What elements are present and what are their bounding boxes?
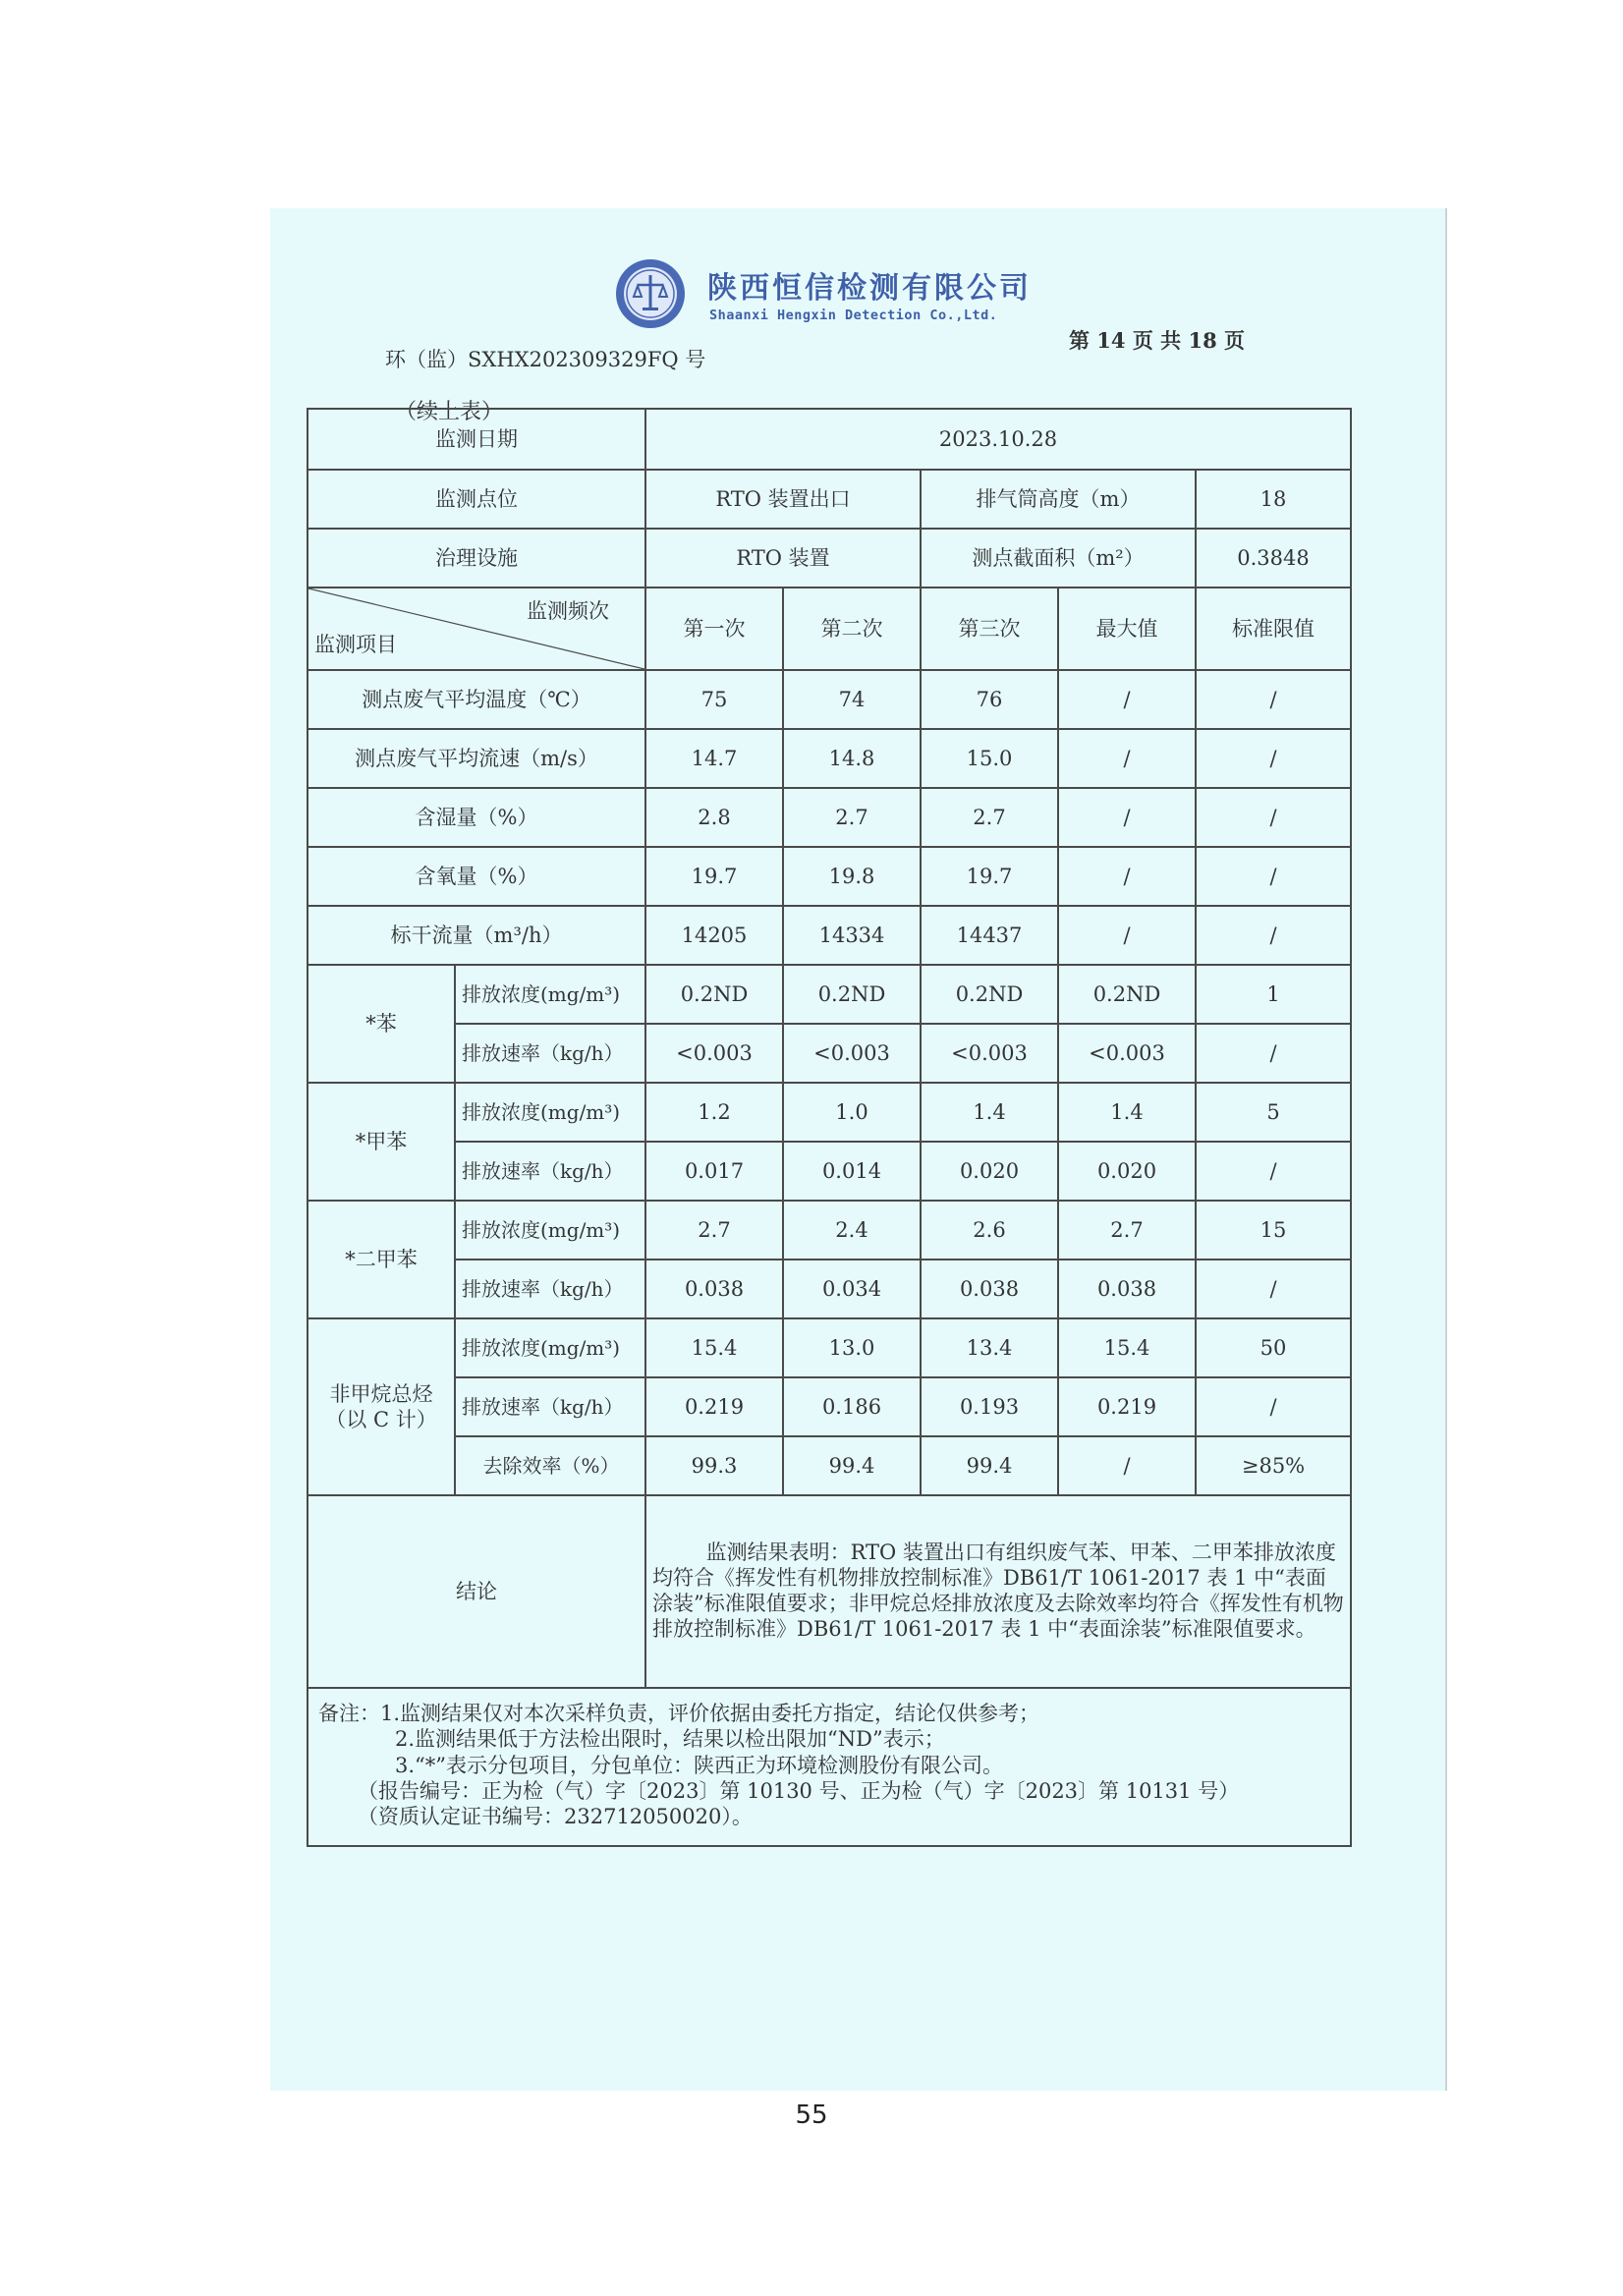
note-line-5: （资质认定证书编号：232712050020）。: [358, 1805, 753, 1828]
cell: /: [1058, 1436, 1196, 1495]
cell: 15.0: [921, 729, 1058, 788]
cell: 14334: [783, 906, 921, 965]
table-row: [308, 1260, 1351, 1318]
cell: 1.4: [1058, 1083, 1196, 1142]
group-label-benzene: *苯: [308, 965, 455, 1083]
cell: /: [1058, 906, 1196, 965]
sub-row-label: 排放浓度(mg/m³): [455, 965, 645, 1024]
cell: 14437: [921, 906, 1058, 965]
sub-row-label: 去除效率（%）: [455, 1436, 645, 1495]
group-name: 非甲烷总烃: [329, 1381, 433, 1406]
row-label: 含湿量（%）: [308, 788, 645, 847]
cell: 0.2ND: [645, 965, 783, 1024]
cell: 15.4: [645, 1318, 783, 1377]
corner-frequency-label: 监测频次: [527, 599, 609, 623]
col-header: 标准限值: [1196, 588, 1351, 670]
cell: 15.4: [1058, 1318, 1196, 1377]
report-number: 环（监）SXHX202309329FQ 号: [385, 348, 706, 371]
cell: 2.7: [645, 1201, 783, 1260]
cell: 14205: [645, 906, 783, 965]
cell: <0.003: [1058, 1024, 1196, 1083]
cell: 76: [921, 670, 1058, 729]
table-row: [308, 1201, 1351, 1260]
notes-cell: [308, 1688, 1351, 1846]
table-row: [308, 965, 1351, 1024]
cell: 0.020: [1058, 1142, 1196, 1201]
cell: 1.2: [645, 1083, 783, 1142]
cell: /: [1196, 847, 1351, 906]
table-row: [308, 1083, 1351, 1142]
continued-label: （续上表）: [395, 400, 504, 424]
col-header: 第三次: [921, 588, 1058, 670]
table-row: [308, 1377, 1351, 1436]
cell: 75: [645, 670, 783, 729]
table-row: [308, 729, 1351, 788]
cell: 99.3: [645, 1436, 783, 1495]
note-line-3: 3.“*”表示分包项目，分包单位：陕西正为环境检测股份有限公司。: [395, 1753, 1004, 1777]
col-header: 第一次: [645, 588, 783, 670]
cell: 1: [1196, 965, 1351, 1024]
cell: 0.193: [921, 1377, 1058, 1436]
cell: /: [1196, 670, 1351, 729]
table-row: [308, 788, 1351, 847]
cell: 2.4: [783, 1201, 921, 1260]
cell: 19.7: [921, 847, 1058, 906]
cell: <0.003: [645, 1024, 783, 1083]
group-label-nmhc: [308, 1318, 455, 1495]
cell: /: [1058, 729, 1196, 788]
page-number: 55: [795, 2100, 828, 2130]
corner-item-label: 监测项目: [314, 632, 397, 656]
date-row: [308, 409, 1351, 470]
monitoring-results-table: [307, 408, 1352, 1847]
group-label-toluene: *甲苯: [308, 1083, 455, 1201]
cell: /: [1196, 729, 1351, 788]
section-area-value: 0.3848: [1196, 529, 1351, 588]
cell: 0.186: [783, 1377, 921, 1436]
point-label: 监测点位: [308, 470, 645, 529]
group-name-note: （以 C 计）: [325, 1408, 437, 1431]
cell: /: [1196, 1377, 1351, 1436]
cell: 19.8: [783, 847, 921, 906]
note-line-4: （报告编号：正为检（气）字〔2023〕第 10130 号、正为检（气）字〔2023〕第 10131 号）: [358, 1778, 1240, 1803]
cell: /: [1196, 1260, 1351, 1318]
table-row: [308, 1436, 1351, 1495]
row-label: 含氧量（%）: [308, 847, 645, 906]
row-label: 标干流量（m³/h）: [308, 906, 645, 965]
cell: ≥85%: [1196, 1436, 1351, 1495]
cell: /: [1058, 788, 1196, 847]
conclusion-text: 监测结果表明：RTO 装置出口有组织废气苯、甲苯、二甲苯排放浓度均符合《挥发性有机物排放控制标准》DB61/T 1061-2017 表 1 中“表面涂装”标准限值要求；非甲烷总烃排放浓度及去除效率均符合《挥发性有机物排放控制标准》DB61/T 1061-2017 表 1 中“表面涂装”标准限值要求。: [645, 1495, 1351, 1688]
conclusion-label: 结论: [308, 1495, 645, 1688]
cell: /: [1196, 906, 1351, 965]
sub-row-label: 排放浓度(mg/m³): [455, 1201, 645, 1260]
cell: 2.7: [1058, 1201, 1196, 1260]
cell: /: [1058, 847, 1196, 906]
company-name-en: Shaanxi Hengxin Detection Co.,Ltd.: [709, 308, 998, 323]
diagonal-header-cell: [308, 588, 645, 670]
table-row: [308, 1318, 1351, 1377]
cell: 99.4: [921, 1436, 1058, 1495]
section-area-label: 测点截面积（m²）: [921, 529, 1196, 588]
cell: 0.020: [921, 1142, 1058, 1201]
stack-height-value: 18: [1196, 470, 1351, 529]
cell: 2.7: [783, 788, 921, 847]
cell: 0.2ND: [1058, 965, 1196, 1024]
cell: 2.6: [921, 1201, 1058, 1260]
page-count: 第 14 页 共 18 页: [1069, 328, 1246, 353]
table-row: [308, 847, 1351, 906]
cell: 0.017: [645, 1142, 783, 1201]
sub-row-label: 排放速率（kg/h）: [455, 1024, 645, 1083]
cell: 0.038: [1058, 1260, 1196, 1318]
table-row: [308, 670, 1351, 729]
sub-row-label: 排放速率（kg/h）: [455, 1377, 645, 1436]
note-line-2: 2.监测结果低于方法检出限时，结果以检出限加“ND”表示；: [395, 1727, 945, 1752]
cell: /: [1196, 1142, 1351, 1201]
cell: <0.003: [921, 1024, 1058, 1083]
cell: 5: [1196, 1083, 1351, 1142]
facility-value: RTO 装置: [645, 529, 921, 588]
cell: /: [1196, 1024, 1351, 1083]
cell: 0.2ND: [783, 965, 921, 1024]
cell: /: [1196, 788, 1351, 847]
cell: 0.038: [645, 1260, 783, 1318]
conclusion-row: [308, 1495, 1351, 1688]
sub-row-label: 排放速率（kg/h）: [455, 1142, 645, 1201]
company-seal-icon: [614, 257, 687, 330]
cell: 15: [1196, 1201, 1351, 1260]
cell: 14.8: [783, 729, 921, 788]
cell: 0.219: [1058, 1377, 1196, 1436]
cell: <0.003: [783, 1024, 921, 1083]
cell: 13.0: [783, 1318, 921, 1377]
cell: 19.7: [645, 847, 783, 906]
sub-row-label: 排放浓度(mg/m³): [455, 1083, 645, 1142]
row-label: 测点废气平均温度（℃）: [308, 670, 645, 729]
group-label-xylene: *二甲苯: [308, 1201, 455, 1318]
cell: /: [1058, 670, 1196, 729]
col-header: 最大值: [1058, 588, 1196, 670]
sub-row-label: 排放浓度(mg/m³): [455, 1318, 645, 1377]
facility-label: 治理设施: [308, 529, 645, 588]
cell: 99.4: [783, 1436, 921, 1495]
date-value: 2023.10.28: [645, 409, 1351, 470]
cell: 0.2ND: [921, 965, 1058, 1024]
column-header-row: [308, 588, 1351, 670]
cell: 0.034: [783, 1260, 921, 1318]
row-label: 测点废气平均流速（m/s）: [308, 729, 645, 788]
cell: 0.038: [921, 1260, 1058, 1318]
notes-row: [308, 1688, 1351, 1846]
cell: 50: [1196, 1318, 1351, 1377]
table-row: [308, 906, 1351, 965]
cell: 74: [783, 670, 921, 729]
facility-row: [308, 529, 1351, 588]
cell: 0.219: [645, 1377, 783, 1436]
sub-row-label: 排放速率（kg/h）: [455, 1260, 645, 1318]
cell: 13.4: [921, 1318, 1058, 1377]
cell: 14.7: [645, 729, 783, 788]
note-line-1: 备注：1.监测结果仅对本次采样负责，评价依据由委托方指定，结论仅供参考；: [318, 1702, 1040, 1725]
point-value: RTO 装置出口: [645, 470, 921, 529]
stack-height-label: 排气筒高度（m）: [921, 470, 1196, 529]
cell: 2.8: [645, 788, 783, 847]
cell: 0.014: [783, 1142, 921, 1201]
date-label: 监测日期: [308, 409, 645, 470]
cell: 2.7: [921, 788, 1058, 847]
table-row: [308, 1142, 1351, 1201]
point-row: [308, 470, 1351, 529]
company-name-cn: 陕西恒信检测有限公司: [707, 271, 1032, 306]
cell: 1.4: [921, 1083, 1058, 1142]
table-row: [308, 1024, 1351, 1083]
col-header: 第二次: [783, 588, 921, 670]
cell: 1.0: [783, 1083, 921, 1142]
